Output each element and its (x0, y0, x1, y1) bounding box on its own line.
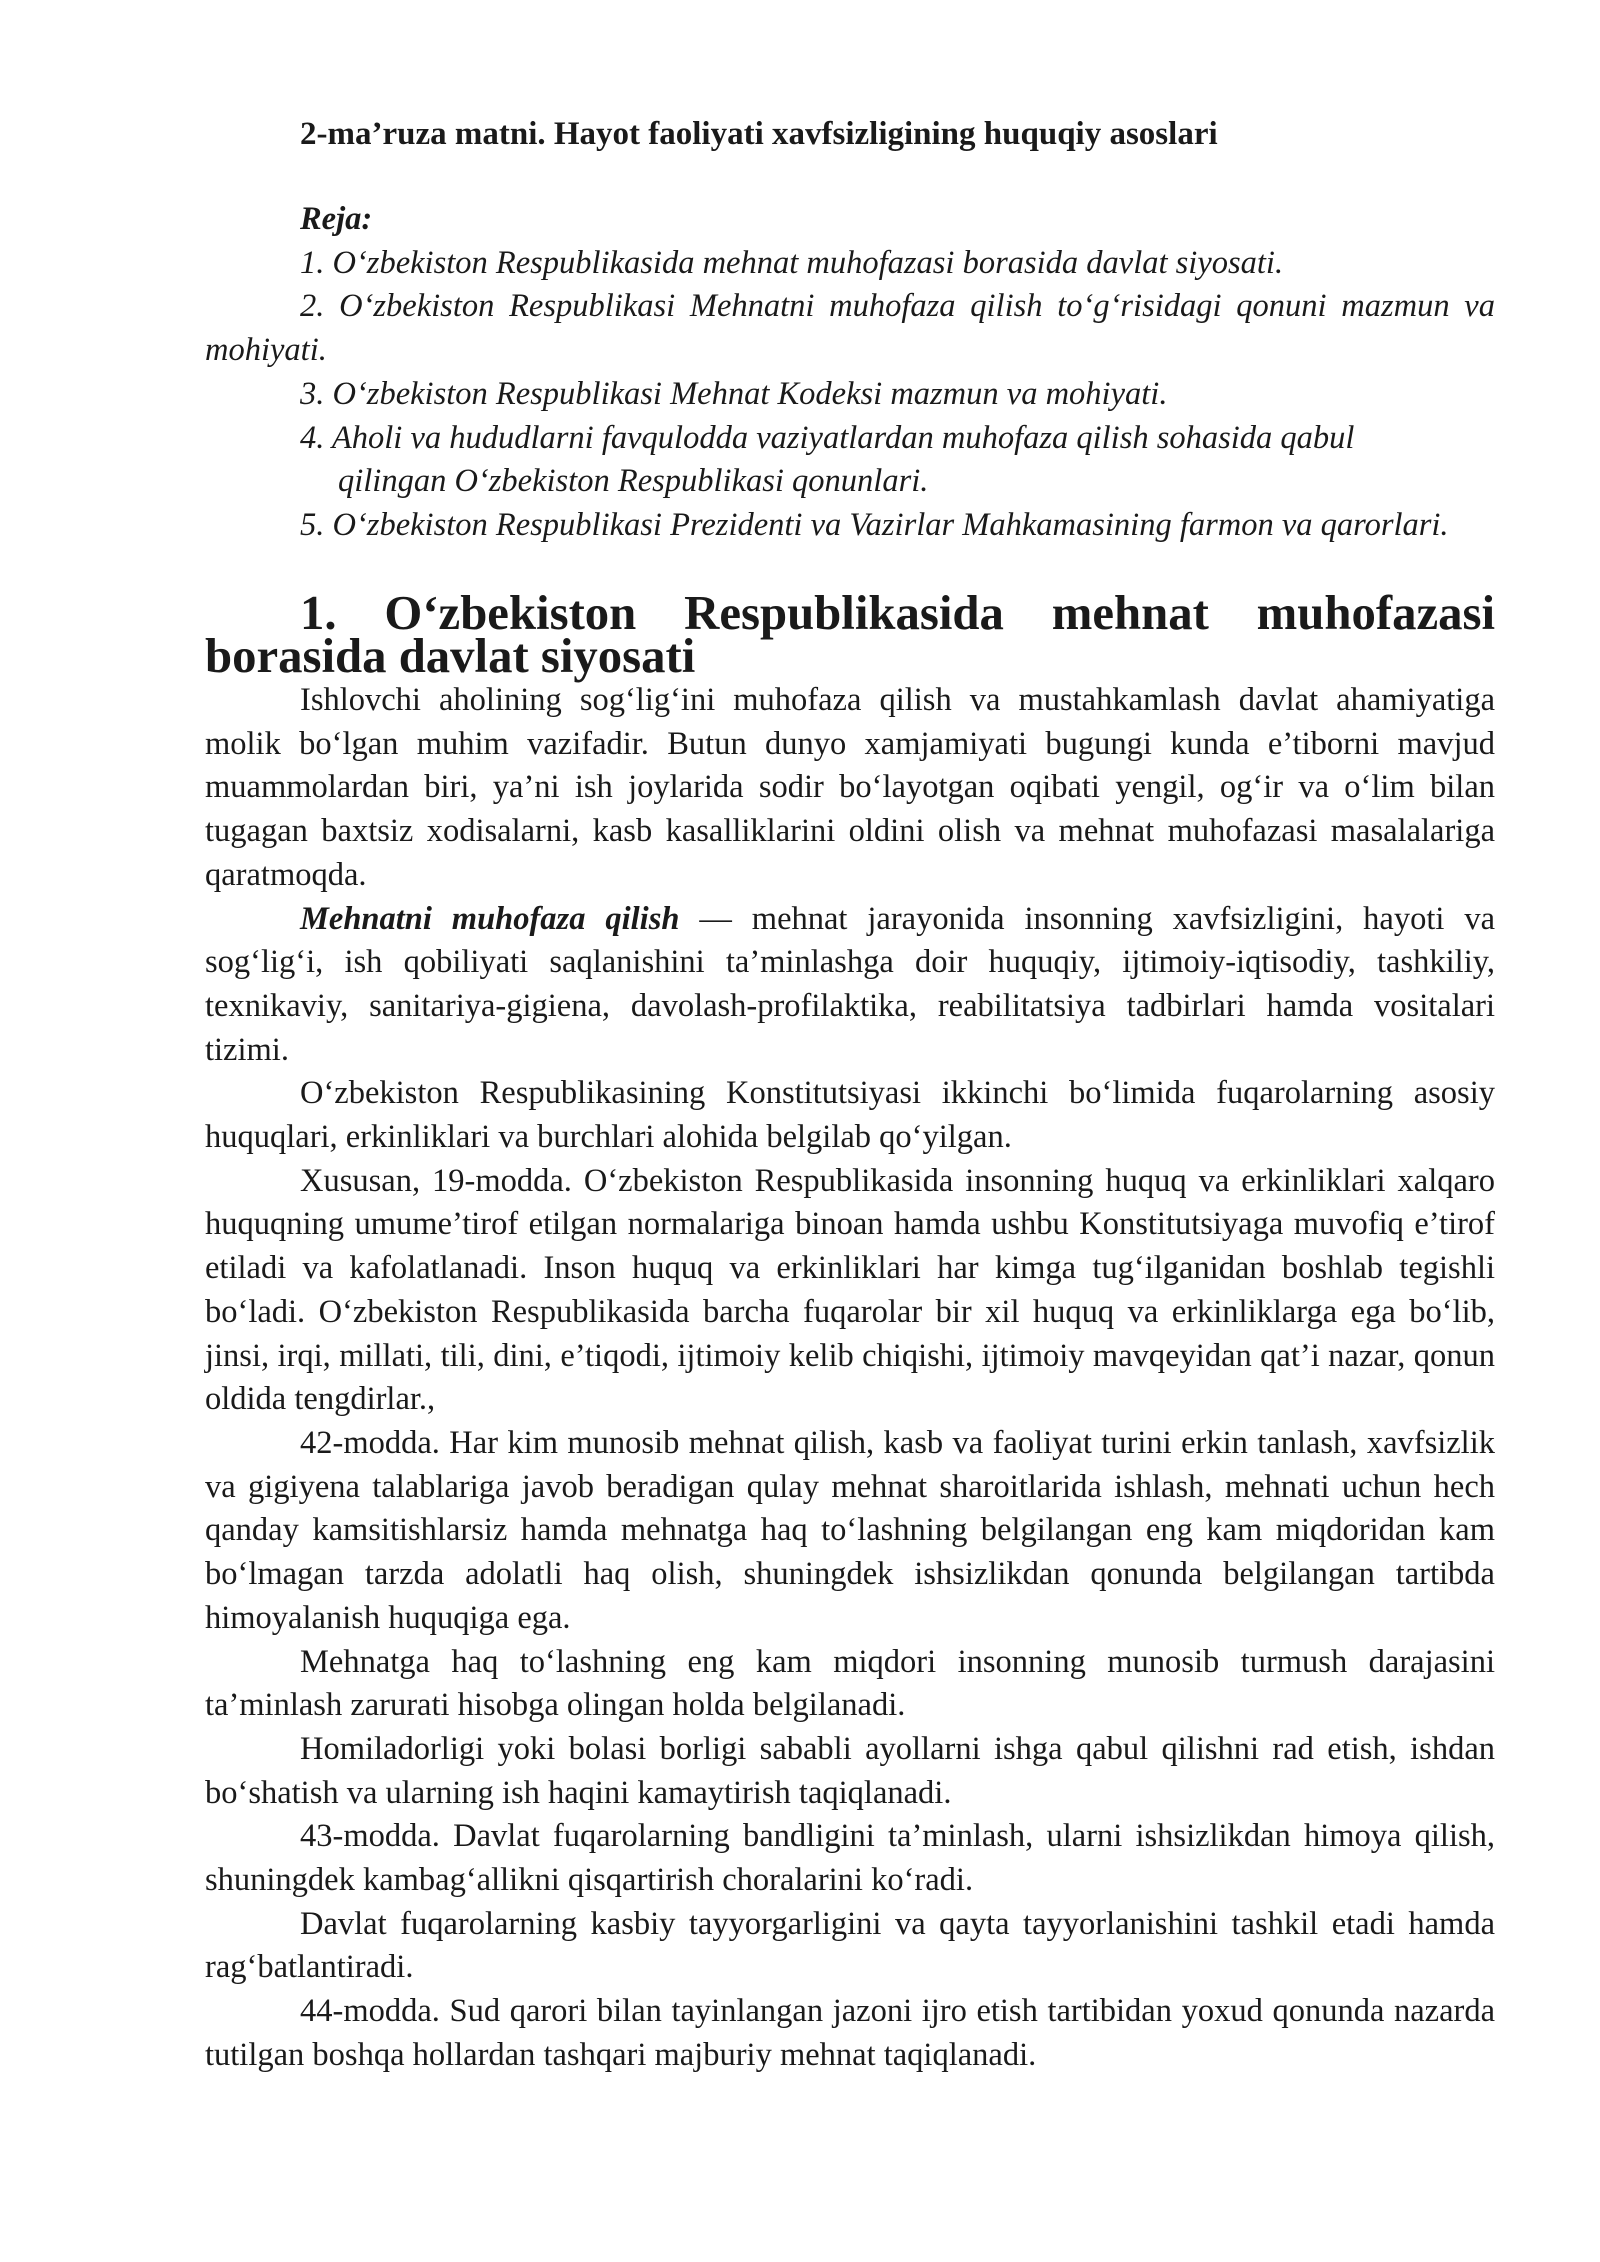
lecture-plan (205, 198, 1495, 548)
paragraph-constitution: O‘zbekiston Respublikasining Konstitutsiyasi ikkinchi bo‘limida fuqarolarning asosiy huquqlari, erkinliklari va burchlari alohida belgilab qo‘yilgan. (205, 1075, 1495, 1156)
plan-item-1: 1. O‘zbekiston Respublikasida mehnat muhofazasi borasida davlat siyosati. (300, 244, 1284, 281)
plan-item-4-line-1: 4. Aholi va hududlarni favqulodda vaziyatlardan muhofaza qilish sohasida qabul (300, 419, 1355, 456)
paragraph-training: Davlat fuqarolarning kasbiy tayyorgarligini va qayta tayyorlanishini tashkil etadi hamda rag‘batlantiradi. (205, 1905, 1495, 1986)
page-content (205, 112, 1495, 2078)
paragraph-article-42: 42-modda. Har kim munosib mehnat qilish, kasb va faoliyat turini erkin tanlash, xavfsizlik va gigiyena talablariga javob beradigan qulay mehnat sharoitlarida ishlash, mehnati uchun hech qanday kamsitishlarsiz hamda mehnatga haq to‘lashning belgilangan eng kam miqdoridan kam bo‘lmagan tarzda adolatli haq olish, shuningdek ishsizlikdan qonunda belgilangan tartibda himoyalanish huquqiga ega. (205, 1424, 1495, 1636)
paragraph-article-43: 43-modda. Davlat fuqarolarning bandligini ta’minlash, ularni ishsizlikdan himoya qilish, shuningdek kambag‘allikni qisqartirish choralarini ko‘radi. (205, 1818, 1495, 1899)
paragraph-article-19: Xususan, 19-modda. O‘zbekiston Respublikasida insonning huquq va erkinliklari xalqaro huquqning umume’tirof etilgan normalariga binoan hamda ushbu Konstitutsiyaga muvofiq e’tirof etiladi va kafolatlanadi. Inson huquq va erkinliklari har kimga tug‘ilganidan boshlab tegishli bo‘ladi. O‘zbekiston Respublikasida barcha fuqarolar bir xil huquq va erkinliklarga ega bo‘lib, jinsi, irqi, millati, tili, dini, e’tiqodi, ijtimoiy kelib chiqishi, ijtimoiy mavqeyidan qat’i nazar, qonun oldida tengdirlar., (205, 1162, 1495, 1418)
plan-item-2: 2. O‘zbekiston Respublikasi Mehnatni muhofaza qilish to‘g‘risidagi qonuni mazmun va mohiyati. (205, 288, 1495, 369)
plan-item-3: 3. O‘zbekiston Respublikasi Mehnat Kodeksi mazmun va mohiyati. (300, 375, 1168, 412)
lecture-title: 2-ma’ruza matni. Hayot faoliyati xavfsizligining huquqiy asoslari (300, 116, 1218, 152)
paragraph-1: Ishlovchi aholining sog‘lig‘ini muhofaza qilish va mustahkamlash davlat ahamiyatiga molik bo‘lgan muhim vazifadir. Butun dunyo xamjamiyati bugungi kunda e’tiborni mavjud muammolardan biri, ya’ni ish joylarida sodir bo‘layotgan oqibati yengil, og‘ir va o‘lim bilan tugagan baxtsiz xodisalarni, kasb kasalliklarini oldini olish va mehnat muhofazasi masalalariga qaratmoqda. (205, 682, 1495, 893)
plan-heading: Reja: (300, 201, 373, 237)
plan-item-4-line-2: qilingan O‘zbekiston Respublikasi qonunlari. (338, 463, 929, 500)
definition-paragraph (205, 898, 1495, 1073)
section-1 (205, 585, 1495, 2078)
paragraph-pregnancy: Homiladorligi yoki bolasi borligi sababli ayollarni ishga qabul qilishni rad etish, ishdan bo‘shatish va ularning ish haqini kamaytirish taqiqlanadi. (205, 1730, 1495, 1811)
plan-item-5: 5. O‘zbekiston Respublikasi Prezidenti va Vazirlar Mahkamasining farmon va qarorlari. (300, 506, 1449, 543)
paragraph-min-wage: Mehnatga haq to‘lashning eng kam miqdori insonning munosib turmush darajasini ta’minlash zarurati hisobga olingan holda belgilanadi. (205, 1643, 1495, 1724)
plan-item-4 (205, 417, 1495, 504)
definition-text: — mehnat jarayonida insonning xavfsizligini, hayoti va sog‘lig‘i, ish qobiliyati saqlanishini ta’minlashga doir huquqiy, ijtimoiy-iqtisodiy, tashkiliy, texnikaviy, sanitariya-gigiena, davolash-profilaktika, reabilitatsiya tadbirlari hamda vositalari tizimi. (205, 900, 1495, 1068)
paragraph-article-44: 44-modda. Sud qarori bilan tayinlangan jazoni ijro etish tartibidan yoxud qonunda nazarda tutilgan boshqa hollardan tashqari majburiy mehnat taqiqlanadi. (205, 1993, 1495, 2073)
section-1-title: 1. O‘zbekiston Respublikasida mehnat muhofazasi borasida davlat siyosati (205, 585, 1495, 684)
definition-term: Mehnatni muhofaza qilish (300, 900, 680, 937)
